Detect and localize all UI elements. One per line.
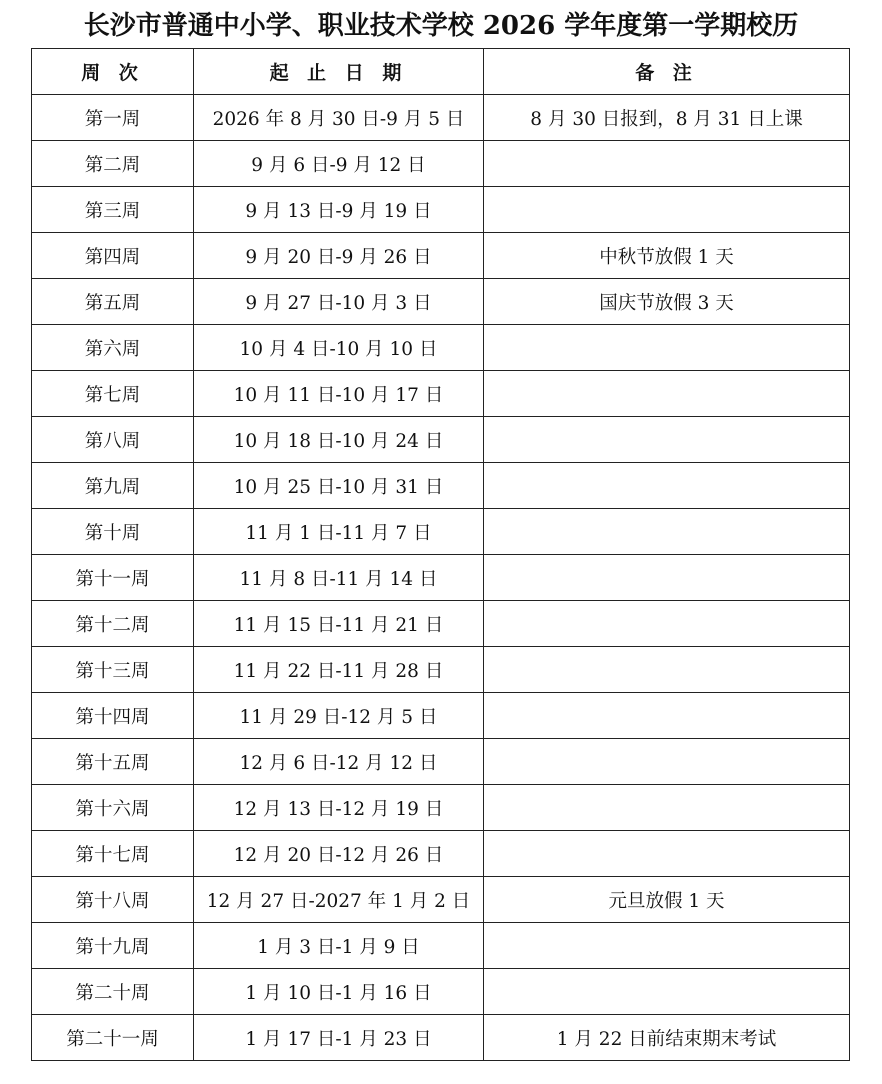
school-calendar-table [31,48,850,1061]
dates-cell: 1 月 17 日-1 月 23 日 [194,1015,484,1061]
table-row [32,969,850,1015]
week-cell: 第一周 [32,95,194,141]
notes-cell [484,739,850,785]
dates-cell: 11 月 8 日-11 月 14 日 [194,555,484,601]
table-row [32,187,850,233]
week-cell: 第八周 [32,417,194,463]
notes-cell [484,647,850,693]
dates-cell: 9 月 20 日-9 月 26 日 [194,233,484,279]
week-cell: 第十二周 [32,601,194,647]
notes-cell: 1 月 22 日前结束期末考试 [484,1015,850,1061]
notes-cell: 8 月 30 日报到，8 月 31 日上课 [484,95,850,141]
notes-cell [484,371,850,417]
notes-cell [484,693,850,739]
dates-cell: 10 月 11 日-10 月 17 日 [194,371,484,417]
table-row [32,233,850,279]
week-cell: 第九周 [32,463,194,509]
table-row [32,831,850,877]
table-row [32,877,850,923]
notes-cell [484,463,850,509]
dates-column-header: 起 止 日 期 [194,49,484,95]
week-cell: 第六周 [32,325,194,371]
dates-cell: 11 月 1 日-11 月 7 日 [194,509,484,555]
week-cell: 第四周 [32,233,194,279]
notes-cell [484,831,850,877]
week-cell: 第十三周 [32,647,194,693]
dates-cell: 12 月 20 日-12 月 26 日 [194,831,484,877]
table-row [32,647,850,693]
week-cell: 第三周 [32,187,194,233]
notes-cell [484,785,850,831]
table-row [32,509,850,555]
week-cell: 第十四周 [32,693,194,739]
page-title: 长沙市普通中小学、职业技术学校 2026 学年度第一学期校历 [83,11,799,41]
week-cell: 第二十周 [32,969,194,1015]
notes-cell [484,923,850,969]
week-column-header: 周 次 [32,49,194,95]
notes-cell [484,555,850,601]
notes-cell: 国庆节放假 3 天 [484,279,850,325]
table-body [32,95,850,1061]
notes-cell [484,969,850,1015]
notes-cell [484,141,850,187]
notes-cell [484,187,850,233]
dates-cell: 1 月 3 日-1 月 9 日 [194,923,484,969]
notes-cell [484,417,850,463]
table-row [32,95,850,141]
dates-cell: 9 月 6 日-9 月 12 日 [194,141,484,187]
dates-cell: 11 月 22 日-11 月 28 日 [194,647,484,693]
dates-cell: 10 月 18 日-10 月 24 日 [194,417,484,463]
table-header-row [32,49,850,95]
week-cell: 第十八周 [32,877,194,923]
week-cell: 第二十一周 [32,1015,194,1061]
notes-cell [484,509,850,555]
table-row [32,279,850,325]
table-row [32,739,850,785]
table-row [32,785,850,831]
week-cell: 第七周 [32,371,194,417]
week-cell: 第十九周 [32,923,194,969]
week-cell: 第二周 [32,141,194,187]
dates-cell: 10 月 4 日-10 月 10 日 [194,325,484,371]
notes-cell [484,601,850,647]
table-row [32,693,850,739]
week-cell: 第十五周 [32,739,194,785]
notes-cell: 中秋节放假 1 天 [484,233,850,279]
dates-cell: 9 月 13 日-9 月 19 日 [194,187,484,233]
table-row [32,417,850,463]
dates-cell: 11 月 15 日-11 月 21 日 [194,601,484,647]
week-cell: 第十一周 [32,555,194,601]
table-row [32,463,850,509]
notes-column-header: 备 注 [484,49,850,95]
dates-cell: 9 月 27 日-10 月 3 日 [194,279,484,325]
notes-cell [484,325,850,371]
table-row [32,555,850,601]
dates-cell: 12 月 13 日-12 月 19 日 [194,785,484,831]
table-row [32,601,850,647]
dates-cell: 12 月 27 日-2027 年 1 月 2 日 [194,877,484,923]
week-cell: 第十七周 [32,831,194,877]
dates-cell: 11 月 29 日-12 月 5 日 [194,693,484,739]
dates-cell: 1 月 10 日-1 月 16 日 [194,969,484,1015]
table-row [32,923,850,969]
dates-cell: 12 月 6 日-12 月 12 日 [194,739,484,785]
notes-cell: 元旦放假 1 天 [484,877,850,923]
week-cell: 第五周 [32,279,194,325]
table-row [32,141,850,187]
dates-cell: 10 月 25 日-10 月 31 日 [194,463,484,509]
table-row [32,1015,850,1061]
table-row [32,371,850,417]
table-row [32,325,850,371]
week-cell: 第十周 [32,509,194,555]
week-cell: 第十六周 [32,785,194,831]
dates-cell: 2026 年 8 月 30 日-9 月 5 日 [194,95,484,141]
